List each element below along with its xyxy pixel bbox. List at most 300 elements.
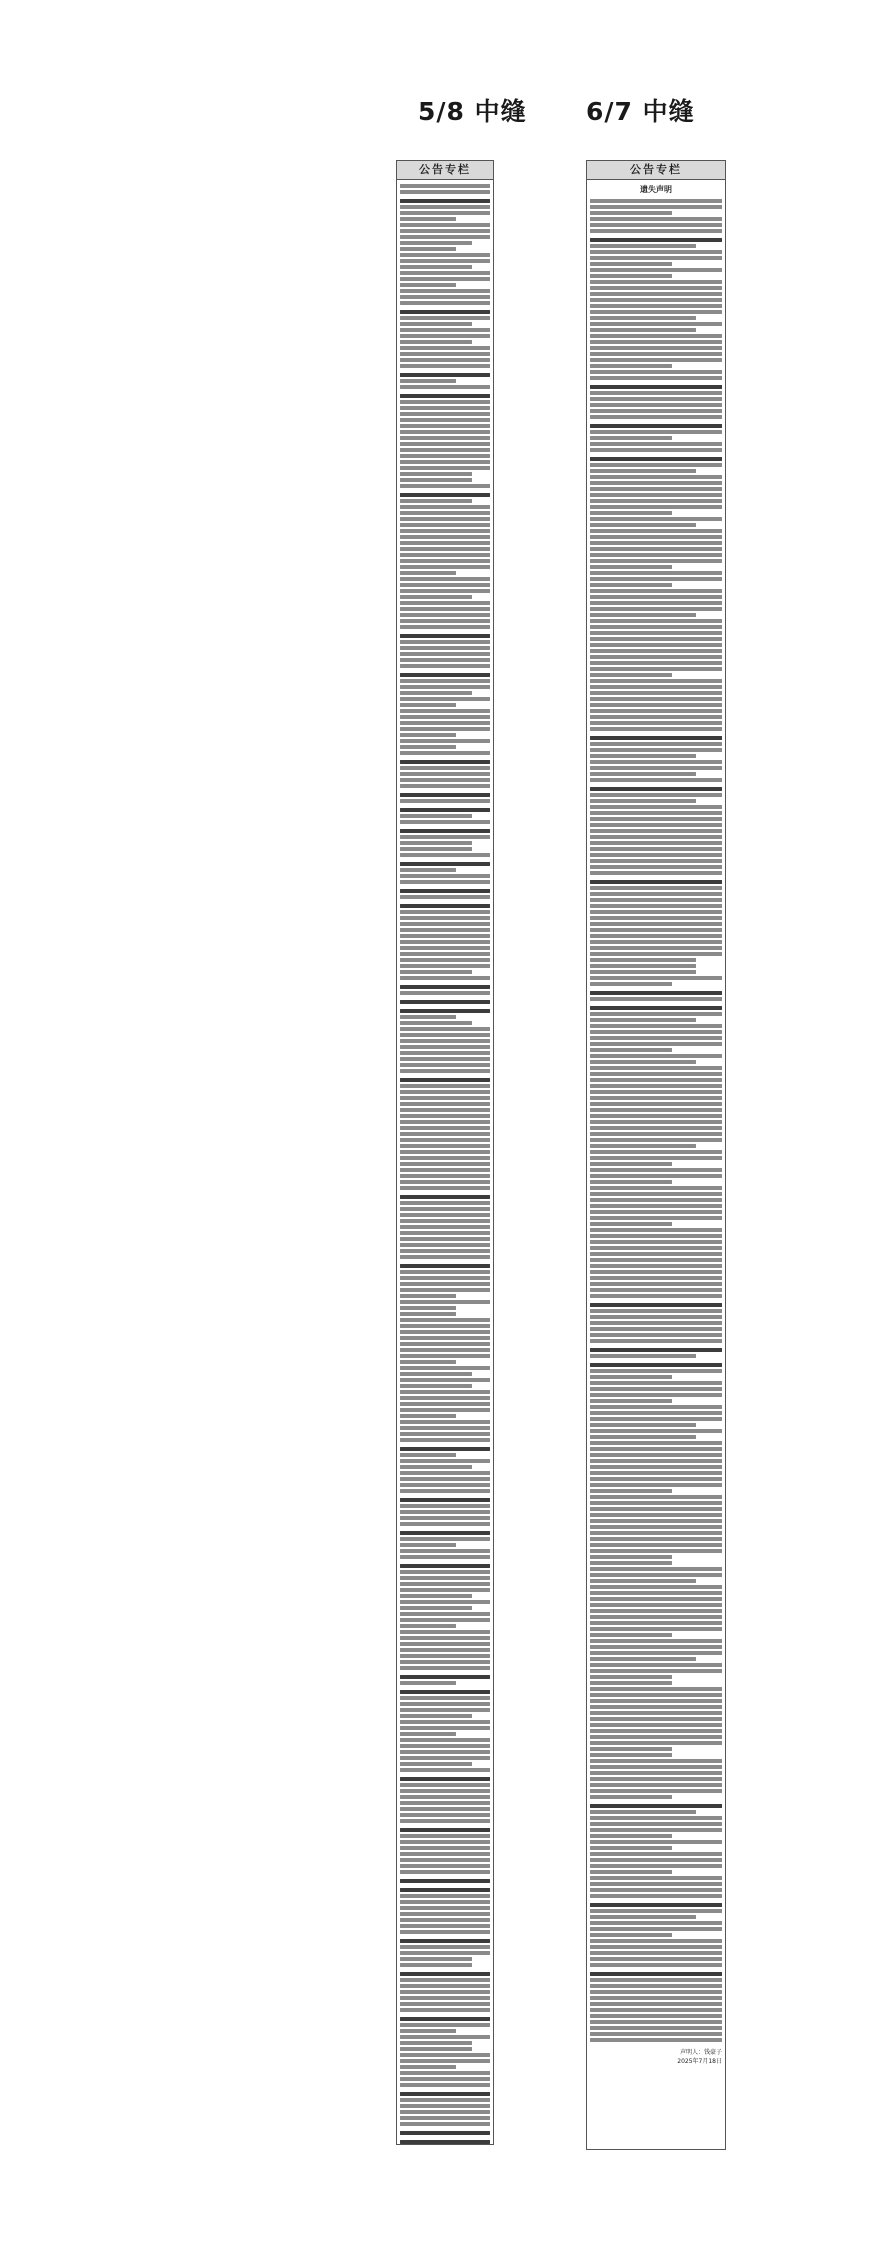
text-line xyxy=(590,1846,672,1850)
text-line xyxy=(590,1693,722,1697)
text-line xyxy=(400,1378,490,1382)
text-line xyxy=(400,454,490,458)
text-line xyxy=(590,778,722,782)
text-line xyxy=(400,976,490,980)
text-line xyxy=(400,1150,490,1154)
text-line xyxy=(590,547,722,551)
text-line xyxy=(400,1324,490,1328)
text-line xyxy=(400,1570,490,1574)
text-line xyxy=(590,1216,722,1220)
text-line xyxy=(590,1888,722,1892)
text-line xyxy=(400,1483,490,1487)
text-line xyxy=(400,1300,490,1304)
text-line xyxy=(590,298,722,302)
text-line xyxy=(400,1879,490,1883)
text-line xyxy=(400,2131,490,2135)
text-line xyxy=(400,1648,490,1652)
text-line xyxy=(400,466,490,470)
text-line xyxy=(400,1918,490,1922)
text-line xyxy=(400,1762,472,1766)
text-line xyxy=(590,1609,722,1613)
text-line xyxy=(590,1090,722,1094)
text-line xyxy=(400,1243,490,1247)
text-line xyxy=(590,1747,672,1751)
text-line xyxy=(590,1627,722,1631)
text-line xyxy=(400,1276,490,1280)
text-line xyxy=(400,1180,490,1184)
text-line xyxy=(400,1336,490,1340)
text-line xyxy=(400,934,490,938)
text-line xyxy=(590,430,722,434)
text-line xyxy=(400,1654,490,1658)
text-line xyxy=(590,511,672,515)
text-line xyxy=(400,385,490,389)
text-line xyxy=(400,394,490,398)
text-line xyxy=(590,1972,722,1976)
text-line xyxy=(400,1408,490,1412)
text-line xyxy=(400,1963,472,1967)
text-line xyxy=(590,721,722,725)
text-line xyxy=(400,1108,490,1112)
text-line xyxy=(400,1195,490,1199)
text-line xyxy=(590,1531,722,1535)
text-line xyxy=(590,649,722,653)
text-line xyxy=(400,553,490,557)
text-line xyxy=(400,1636,490,1640)
text-line xyxy=(400,229,490,233)
text-line xyxy=(400,784,490,788)
text-line xyxy=(400,1453,456,1457)
text-line xyxy=(590,1669,722,1673)
text-line xyxy=(590,1072,722,1076)
text-line xyxy=(590,1222,672,1226)
text-line xyxy=(400,1870,490,1874)
text-line xyxy=(590,391,722,395)
text-line xyxy=(590,535,722,539)
left-column-body xyxy=(397,180,493,2145)
text-line xyxy=(590,280,722,284)
text-line xyxy=(400,2098,490,2102)
text-line xyxy=(400,889,490,893)
text-line xyxy=(590,1828,722,1832)
text-line xyxy=(590,1615,722,1619)
text-line xyxy=(400,2041,472,2045)
text-line xyxy=(400,721,490,725)
text-line xyxy=(400,205,490,209)
text-line xyxy=(400,1756,490,1760)
text-line xyxy=(590,1621,722,1625)
text-line xyxy=(590,529,722,533)
text-line xyxy=(590,1186,722,1190)
text-line xyxy=(590,1084,722,1088)
text-line xyxy=(590,1816,722,1820)
text-line xyxy=(400,511,490,515)
text-line xyxy=(400,1675,490,1679)
text-line xyxy=(400,652,490,656)
text-line xyxy=(590,667,722,671)
text-line xyxy=(400,1606,472,1610)
text-line xyxy=(590,1210,722,1214)
text-line xyxy=(590,1951,722,1955)
text-line xyxy=(590,1429,722,1433)
text-line xyxy=(400,1288,490,1292)
text-line xyxy=(590,409,722,413)
text-line xyxy=(590,871,722,875)
text-line xyxy=(590,1030,722,1034)
text-line xyxy=(400,346,490,350)
text-line xyxy=(590,1810,696,1814)
text-line xyxy=(590,364,672,368)
text-line xyxy=(400,829,490,833)
text-line xyxy=(400,1306,456,1310)
text-line xyxy=(400,535,490,539)
text-line xyxy=(400,283,456,287)
text-line xyxy=(400,1618,490,1622)
text-line xyxy=(400,1516,490,1520)
text-line xyxy=(590,1024,722,1028)
text-line xyxy=(400,607,490,611)
text-line xyxy=(400,1630,490,1634)
text-line xyxy=(590,424,722,428)
text-line xyxy=(590,1903,722,1907)
text-line xyxy=(590,1387,722,1391)
text-line xyxy=(590,1348,722,1352)
text-line xyxy=(400,1090,490,1094)
text-line xyxy=(400,1402,490,1406)
text-line xyxy=(400,316,490,320)
text-line xyxy=(400,1384,472,1388)
text-line xyxy=(400,1828,490,1832)
text-line xyxy=(590,1102,722,1106)
text-line xyxy=(400,772,490,776)
text-line xyxy=(590,211,672,215)
text-line xyxy=(590,1276,722,1280)
text-line xyxy=(590,523,696,527)
text-line xyxy=(400,1213,490,1217)
text-line xyxy=(590,892,722,896)
text-line xyxy=(400,1783,490,1787)
text-line xyxy=(590,1882,722,1886)
text-line xyxy=(590,940,722,944)
right-page-heading: 6/7 中缝 xyxy=(586,97,695,126)
text-line xyxy=(400,478,472,482)
text-line xyxy=(590,823,722,827)
text-line xyxy=(400,1666,490,1670)
text-line xyxy=(400,2122,490,2126)
text-line xyxy=(400,259,490,263)
text-line xyxy=(400,1330,490,1334)
text-line xyxy=(590,517,722,521)
text-line xyxy=(400,2083,490,2087)
text-line xyxy=(400,1000,490,1004)
text-line xyxy=(590,1834,672,1838)
text-line xyxy=(400,1768,490,1772)
text-line xyxy=(400,1312,456,1316)
text-line xyxy=(400,2035,490,2039)
text-line xyxy=(400,751,490,755)
text-line xyxy=(590,1333,722,1337)
text-line xyxy=(400,904,490,908)
text-line xyxy=(400,541,490,545)
text-line xyxy=(590,880,722,884)
left-notice-column xyxy=(396,160,494,2145)
text-line xyxy=(590,1657,696,1661)
text-line xyxy=(590,1990,722,1994)
text-line xyxy=(400,271,490,275)
text-line xyxy=(590,1078,722,1082)
text-line xyxy=(590,565,672,569)
text-line xyxy=(590,1483,722,1487)
text-line xyxy=(590,760,722,764)
text-line xyxy=(590,448,722,452)
text-line xyxy=(400,1069,490,1073)
text-line xyxy=(590,346,722,350)
text-line xyxy=(590,292,722,296)
text-line xyxy=(590,481,722,485)
text-line xyxy=(590,304,722,308)
text-line xyxy=(590,1174,722,1178)
text-line xyxy=(590,613,696,617)
text-line xyxy=(590,1120,722,1124)
text-line xyxy=(590,964,696,968)
text-line xyxy=(590,1288,722,1292)
text-line xyxy=(590,1927,722,1931)
text-line xyxy=(400,1858,490,1862)
text-line xyxy=(590,655,722,659)
text-line xyxy=(400,322,472,326)
text-line xyxy=(400,895,490,899)
text-line xyxy=(590,847,722,851)
text-line xyxy=(590,1294,722,1298)
text-line xyxy=(400,820,490,824)
text-line xyxy=(400,2023,490,2027)
text-line xyxy=(590,1795,672,1799)
text-line xyxy=(400,1282,490,1286)
text-line xyxy=(590,1840,722,1844)
text-line xyxy=(400,1801,490,1805)
text-line xyxy=(590,1234,722,1238)
text-line xyxy=(590,541,722,545)
text-line xyxy=(590,199,722,203)
text-line xyxy=(590,799,696,803)
text-line xyxy=(400,1888,490,1892)
text-line xyxy=(400,1342,490,1346)
text-line xyxy=(400,2008,490,2012)
text-line xyxy=(400,640,490,644)
text-line xyxy=(590,754,696,758)
text-line xyxy=(400,2053,490,2057)
text-line xyxy=(590,238,722,242)
text-line xyxy=(400,1813,490,1817)
text-line xyxy=(590,811,722,815)
text-line xyxy=(590,772,696,776)
text-line xyxy=(590,1156,722,1160)
text-line xyxy=(400,2140,490,2144)
text-line xyxy=(590,1525,722,1529)
text-line xyxy=(400,1447,490,1451)
text-line xyxy=(590,262,672,266)
text-line xyxy=(400,1489,490,1493)
text-line xyxy=(590,685,722,689)
text-line xyxy=(590,1012,722,1016)
text-line xyxy=(590,1651,722,1655)
text-line xyxy=(590,352,722,356)
text-line xyxy=(590,1579,696,1583)
text-line xyxy=(400,916,490,920)
text-line xyxy=(590,787,722,791)
text-line xyxy=(590,637,722,641)
text-line xyxy=(590,1441,722,1445)
text-line xyxy=(590,2002,722,2006)
text-line xyxy=(590,376,722,380)
text-line xyxy=(590,1876,722,1880)
text-line xyxy=(400,523,490,527)
text-line xyxy=(590,1477,722,1481)
text-line xyxy=(590,1909,722,1913)
text-line xyxy=(400,1084,490,1088)
text-line xyxy=(400,697,490,701)
text-line xyxy=(400,1978,490,1982)
text-line xyxy=(400,334,490,338)
text-line xyxy=(590,358,722,362)
text-line xyxy=(400,223,490,227)
text-line xyxy=(400,1360,456,1364)
text-line xyxy=(400,1696,490,1700)
text-line xyxy=(400,880,490,884)
text-line xyxy=(590,268,722,272)
text-line xyxy=(590,904,722,908)
text-line xyxy=(400,1420,490,1424)
text-line xyxy=(590,1006,722,1010)
text-line xyxy=(590,703,722,707)
text-line xyxy=(590,982,672,986)
text-line xyxy=(400,265,472,269)
text-line xyxy=(400,289,490,293)
text-line xyxy=(590,334,722,338)
text-line xyxy=(400,400,490,404)
text-line xyxy=(590,403,722,407)
text-line xyxy=(400,1510,490,1514)
text-line xyxy=(590,1399,672,1403)
text-line xyxy=(590,1561,672,1565)
text-line xyxy=(590,1603,722,1607)
text-line xyxy=(590,469,696,473)
text-line xyxy=(400,679,490,683)
text-line xyxy=(400,808,490,812)
text-line xyxy=(400,2065,456,2069)
text-line xyxy=(400,1426,490,1430)
text-line xyxy=(590,1681,672,1685)
text-line xyxy=(590,1759,722,1763)
text-line xyxy=(400,991,490,995)
text-line xyxy=(400,2092,490,2096)
text-line xyxy=(400,448,490,452)
text-line xyxy=(590,709,722,713)
text-line xyxy=(590,1939,722,1943)
text-line xyxy=(400,1051,490,1055)
text-line xyxy=(400,2071,490,2075)
text-line xyxy=(400,1249,490,1253)
text-line xyxy=(400,1162,490,1166)
text-line xyxy=(590,1495,722,1499)
text-line xyxy=(400,727,490,731)
text-line xyxy=(590,1315,722,1319)
text-line xyxy=(400,442,490,446)
text-line xyxy=(400,745,456,749)
text-line xyxy=(590,1354,696,1358)
text-line xyxy=(590,2026,722,2030)
text-line xyxy=(400,1255,490,1259)
text-line xyxy=(590,457,722,461)
text-line xyxy=(590,1168,722,1172)
text-line xyxy=(590,1381,722,1385)
text-line xyxy=(400,1114,490,1118)
text-line xyxy=(590,1978,722,1982)
text-line xyxy=(400,1642,490,1646)
text-line xyxy=(400,601,490,605)
text-line xyxy=(590,991,722,995)
text-line xyxy=(590,436,672,440)
text-line xyxy=(400,634,490,638)
text-line xyxy=(400,922,490,926)
text-line xyxy=(590,997,722,1001)
text-line xyxy=(590,2032,722,2036)
text-line xyxy=(400,910,490,914)
text-line xyxy=(590,463,722,467)
text-line xyxy=(400,1264,490,1268)
text-line xyxy=(400,1477,490,1481)
text-line xyxy=(400,1708,490,1712)
text-line xyxy=(400,412,490,416)
text-line xyxy=(400,1990,490,1994)
text-line xyxy=(590,742,722,746)
text-line xyxy=(400,1465,472,1469)
text-line xyxy=(590,1945,722,1949)
text-line xyxy=(400,1009,490,1013)
text-line xyxy=(590,1555,672,1559)
text-line xyxy=(400,685,490,689)
text-line xyxy=(590,1753,672,1757)
text-line xyxy=(590,1096,722,1100)
text-line xyxy=(590,1789,722,1793)
text-line xyxy=(400,472,472,476)
text-line xyxy=(400,1414,456,1418)
text-line xyxy=(590,1258,722,1262)
text-line xyxy=(400,952,490,956)
text-line xyxy=(400,547,490,551)
text-line xyxy=(400,328,490,332)
text-line xyxy=(400,1132,490,1136)
text-line xyxy=(400,352,490,356)
text-line xyxy=(400,760,490,764)
text-line xyxy=(400,253,490,257)
text-line xyxy=(590,571,722,575)
text-line xyxy=(400,739,490,743)
text-line xyxy=(590,1282,722,1286)
text-line xyxy=(400,1582,490,1586)
text-line xyxy=(400,847,472,851)
text-line xyxy=(590,559,722,563)
text-line xyxy=(400,1174,490,1178)
text-line xyxy=(400,1564,490,1568)
text-line xyxy=(590,1957,722,1961)
text-line xyxy=(590,415,722,419)
text-line xyxy=(400,1138,490,1142)
text-line xyxy=(590,1132,722,1136)
text-line xyxy=(400,1588,490,1592)
text-line xyxy=(400,1744,490,1748)
text-line xyxy=(400,277,490,281)
